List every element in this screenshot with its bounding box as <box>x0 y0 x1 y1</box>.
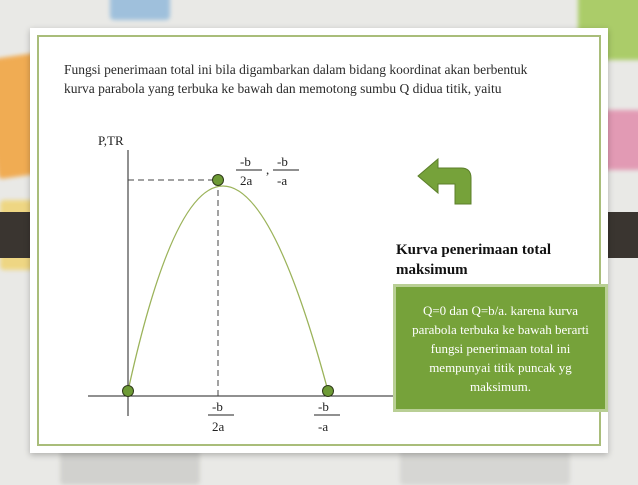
x-tick-right-denominator: -a <box>318 419 329 434</box>
callout-box <box>393 284 608 412</box>
slide-tab-left <box>0 212 34 258</box>
slide-canvas <box>30 28 608 453</box>
callout-title: Kurva penerimaan total maksimum <box>396 242 551 278</box>
slide-tab-right <box>604 212 638 258</box>
revenue-curve <box>128 186 328 391</box>
peak-x-denominator: 2a <box>240 173 253 188</box>
x-tick-right-numerator: -b <box>318 399 329 414</box>
root-point <box>323 386 334 397</box>
peak-y-numerator: -b <box>277 154 288 169</box>
bg-decor-blue <box>110 0 170 20</box>
y-axis-label: P,TR <box>98 133 124 148</box>
intro-paragraph: Fungsi penerimaan total ini bila digambarkan dalam bidang koordinat akan berbentuk kurva parabola yang terbuka ke bawah dan memotong sumbu Q didua titik, yaitu <box>64 62 528 96</box>
bg-decor-pink <box>603 110 638 170</box>
x-tick-right-label <box>314 399 340 434</box>
x-tick-mid-label <box>208 399 234 434</box>
x-tick-mid-denominator: 2a <box>212 419 225 434</box>
peak-y-denominator: -a <box>277 173 288 188</box>
callout-body: Q=0 dan Q=b/a. karena kurva parabola terbuka ke bawah berarti fungsi penerimaan total ini mempunyai titik puncak yg maksimum. <box>412 302 589 394</box>
peak-point <box>213 175 224 186</box>
origin-point <box>123 386 134 397</box>
peak-x-numerator: -b <box>240 154 251 169</box>
x-tick-mid-numerator: -b <box>212 399 223 414</box>
peak-coordinate-label <box>236 154 299 188</box>
return-arrow-icon <box>418 159 471 204</box>
peak-separator: , <box>266 162 270 177</box>
